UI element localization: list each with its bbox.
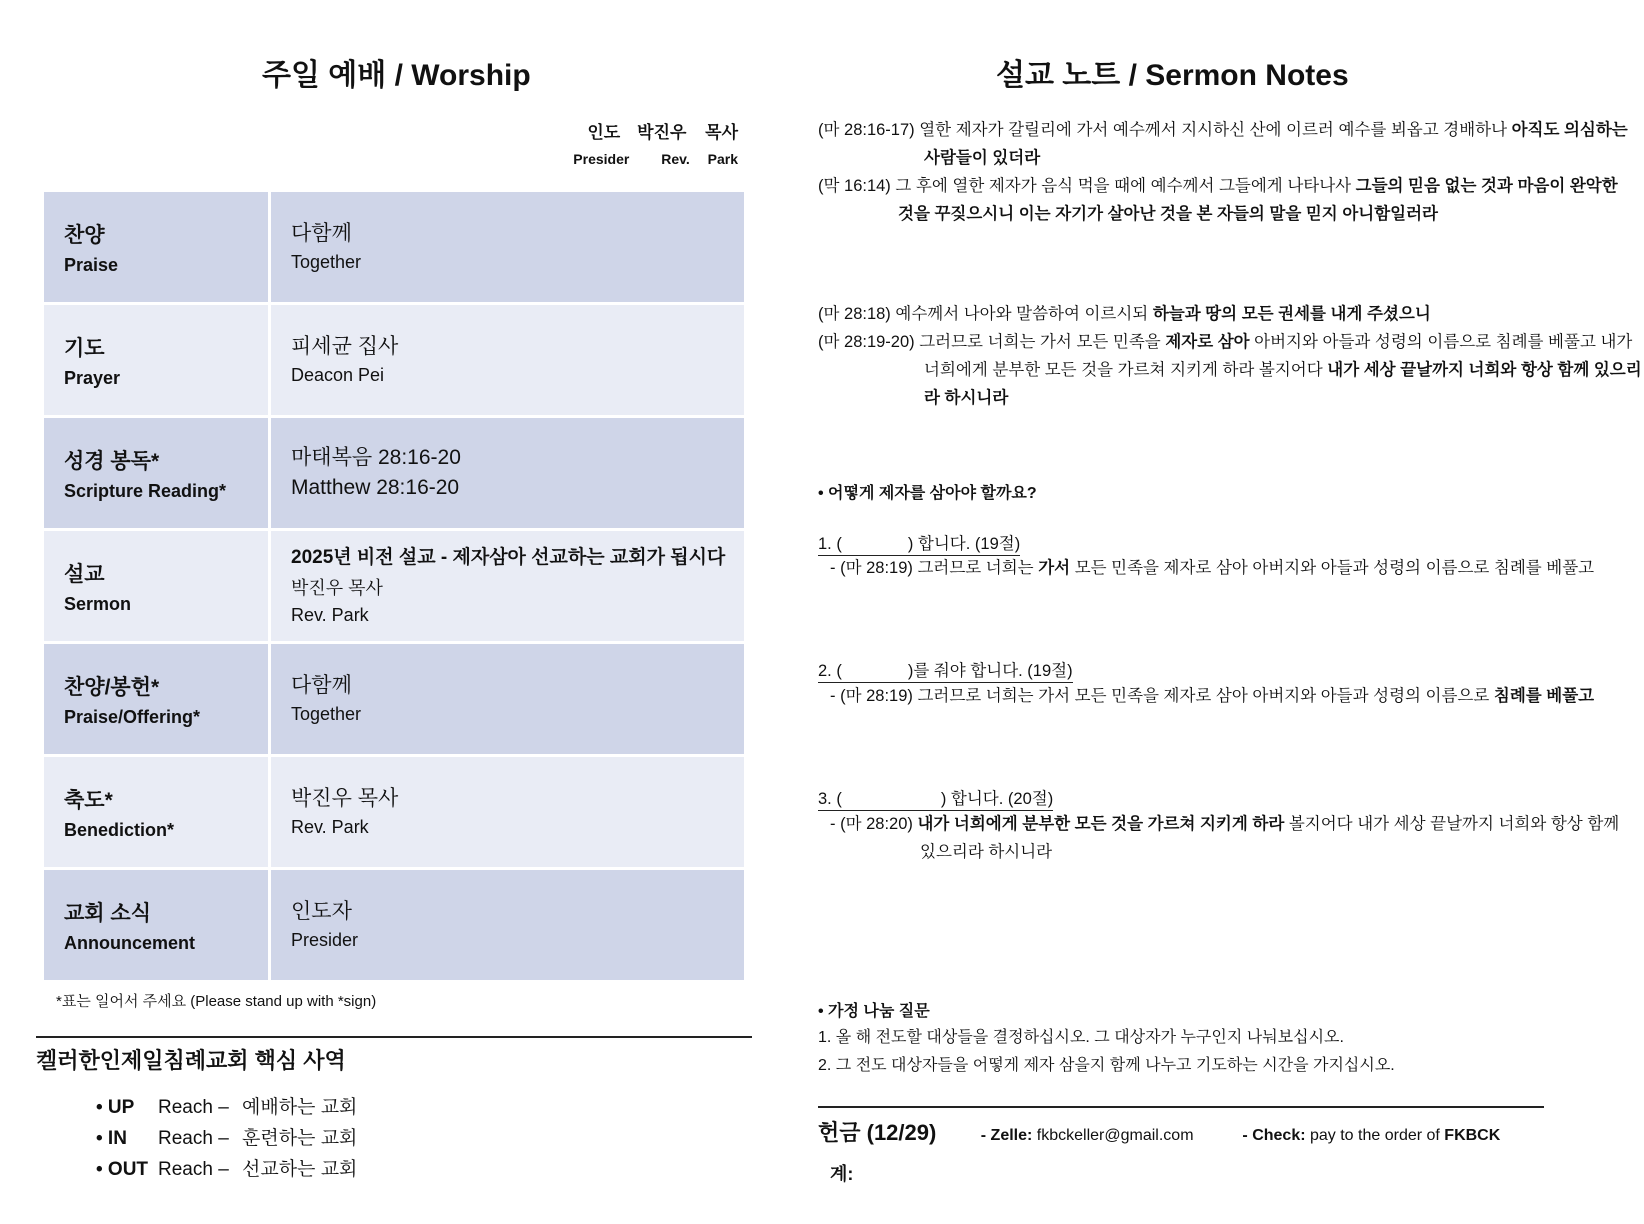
point-3-verse	[830, 810, 1628, 866]
stand-up-note: *표는 일어서 주세요 (Please stand up with *sign)	[56, 993, 377, 1010]
verse-text: 모든 민족을 제자로 삼아 아버지와 아들과 성령의 이름으로 침례를 베풀고	[1070, 559, 1595, 577]
row-label-en: Praise/Offering*	[64, 706, 201, 727]
check-value: pay to the order of	[1305, 1127, 1445, 1144]
worship-title: 주일 예배 / Worship	[262, 59, 531, 92]
row-value-en: Matthew 28:16-20	[291, 476, 460, 499]
verse-bold: 아직도 의심하는 사람들이 있더라	[924, 121, 1628, 167]
verse-mk-16-14	[818, 172, 1618, 228]
verse-text: - (마 28:19) 그러므로 너희는 가서 모든 민족을 제자로 삼아 아버지와 아들과 성령의 이름으로	[830, 687, 1494, 705]
point-1-heading: 1. ( ) 합니다. (19절)	[818, 530, 1020, 556]
verse-text: 예수께서 나아와 말씀하여 이르시되	[890, 305, 1153, 323]
verse-ref: (마 28:19-20)	[818, 333, 915, 351]
row-label-en: Scripture Reading*	[64, 480, 227, 501]
verse-text: 열한 제자가 갈릴리에 가서 예수께서 지시하신 산에 이르러 예수를 뵈옵고 경배하나	[914, 121, 1512, 139]
table-row	[44, 418, 744, 531]
offering-total-label: 계:	[830, 1164, 854, 1184]
check-label: - Check:	[1242, 1127, 1306, 1144]
zelle-value: fkbckeller@gmail.com	[1032, 1127, 1194, 1144]
row-label-ko: 찬양	[64, 223, 105, 247]
discipleship-question: • 어떻게 제자를 삼아야 할까요?	[818, 485, 1037, 502]
offering-title: 헌금 (12/29)	[818, 1120, 937, 1145]
row-label-ko: 축도*	[64, 788, 113, 812]
right-divider	[818, 1106, 1544, 1108]
presider-block	[573, 118, 738, 169]
point-2-heading: 2. ( )를 줘야 합니다. (19절)	[818, 657, 1073, 683]
sermon-notes-title: 설교 노트 / Sermon Notes	[996, 59, 1349, 92]
row-value-en: Deacon Pei	[291, 364, 385, 385]
row-label-ko: 찬양/봉헌*	[64, 675, 160, 699]
table-row	[44, 531, 744, 644]
ministry-desc: 훈련하는 교회	[242, 1128, 358, 1149]
family-question-1: 1. 올 해 전도할 대상들을 결정하십시오. 그 대상자가 누구인지 나눠보십시오.	[818, 1029, 1344, 1046]
verse-text: 그러므로 너희는 가서 모든 민족을	[914, 333, 1166, 351]
row-value-en: Rev. Park	[291, 816, 369, 837]
ministry-reach: Reach –	[158, 1097, 229, 1118]
zelle-label: - Zelle:	[980, 1127, 1033, 1144]
verse-mt-28-19	[818, 328, 1644, 412]
verse-text: 아버지와 아들과 성령의 이름으로 침례를 베풀고 내가 너희에게 분부한 모든 것을 가르쳐 지키게 하라 볼지어다	[924, 333, 1633, 379]
row-value-ko: 마태복음 28:16-20	[291, 446, 461, 469]
verse-text: - (마 28:19) 그러므로 너희는	[830, 559, 1039, 577]
verse-bold: 제자로 삼아	[1165, 333, 1250, 351]
offering-line	[818, 1116, 1558, 1147]
ministry-title: 켈러한인제일침례교회 핵심 사역	[36, 1048, 346, 1073]
table-row	[44, 757, 744, 870]
row-label-ko: 성경 봉독*	[64, 449, 160, 473]
ministry-tag: • UP	[96, 1097, 135, 1118]
verse-bold: 가서	[1038, 559, 1071, 577]
ministry-item	[96, 1092, 357, 1119]
family-question-2: 2. 그 전도 대상자들을 어떻게 제자 삼을지 함께 나누고 기도하는 시간을 가지십시오.	[818, 1057, 1395, 1074]
row-label-en: Praise	[64, 254, 119, 275]
row-value-en: Together	[291, 703, 362, 724]
point-3-heading: 3. ( ) 합니다. (20절)	[818, 785, 1053, 811]
row-label-en: Prayer	[64, 367, 121, 388]
table-row	[44, 870, 744, 983]
family-question-heading: • 가정 나눔 질문	[818, 1003, 930, 1020]
table-row	[44, 192, 744, 305]
verse-bold: 내가 너희에게 분부한 모든 것을 가르쳐 지키게 하라	[917, 815, 1285, 833]
row-label-ko: 기도	[64, 336, 105, 360]
row-value-ko: 박진우 목사	[291, 786, 399, 810]
presider-ko: 인도 박진우 목사	[587, 123, 738, 142]
row-value-ko: 박진우 목사	[291, 577, 383, 598]
ministry-reach: Reach –	[158, 1159, 229, 1180]
verse-bold: 침례를 베풀고	[1493, 687, 1595, 705]
verse-ref: (마 28:16-17)	[818, 121, 915, 139]
left-divider	[36, 1036, 752, 1038]
ministry-item	[96, 1123, 357, 1150]
presider-en: Presider Rev. Park	[573, 151, 738, 167]
row-value-en: Presider	[291, 929, 359, 950]
row-value-ko: 피세균 집사	[291, 334, 399, 358]
ministry-desc: 예배하는 교회	[242, 1097, 358, 1118]
verse-mt-28-16	[818, 116, 1644, 172]
ministry-tag: • IN	[96, 1128, 127, 1149]
row-label-en: Benediction*	[64, 819, 175, 840]
row-value-en: Rev. Park	[291, 604, 369, 625]
verse-text: 볼지어다 내가 세상 끝날까지 너희와 항상 함께 있으리라 하시니라	[920, 815, 1620, 861]
table-row	[44, 305, 744, 418]
row-label-en: Sermon	[64, 593, 132, 614]
verse-text: 그 후에 열한 제자가 음식 먹을 때에 예수께서 그들에게 나타나사	[890, 177, 1356, 195]
verse-ref: (막 16:14)	[818, 177, 891, 195]
ministry-desc: 선교하는 교회	[242, 1159, 358, 1180]
verse-text: - (마 28:20)	[830, 815, 918, 833]
verse-bold: 그들의 믿음 없는 것과 마음이 완악한 것을 꾸짖으시니 이는 자기가 살아난 것을 본 자들의 말을 믿지 아니함일러라	[898, 177, 1618, 223]
point-1-verse	[830, 554, 1628, 582]
verse-bold: 하늘과 땅의 모든 권세를 내게 주셨으니	[1152, 305, 1431, 323]
table-row	[44, 644, 744, 757]
ministry-item	[96, 1154, 357, 1181]
row-value-ko: 다함께	[291, 673, 352, 697]
row-label-ko: 교회 소식	[64, 901, 151, 925]
ministry-tag: • OUT	[96, 1159, 149, 1180]
verse-mt-28-18	[818, 300, 1618, 328]
row-value-ko: 인도자	[291, 899, 352, 923]
verse-bold: 내가 세상 끝날까지 너희와 항상 함께 있으리라 하시니라	[924, 361, 1642, 407]
sermon-title: 2025년 비전 설교 - 제자삼아 선교하는 교회가 됩시다	[291, 546, 726, 568]
row-label-en: Announcement	[64, 932, 196, 953]
ministry-reach: Reach –	[158, 1128, 229, 1149]
row-value-en: Together	[291, 251, 362, 272]
order-of-worship-table	[44, 192, 744, 983]
row-value-ko: 다함께	[291, 221, 352, 245]
row-label-ko: 설교	[64, 562, 105, 586]
point-2-verse	[830, 682, 1628, 710]
check-payee: FKBCK	[1444, 1127, 1501, 1144]
verse-ref: (마 28:18)	[818, 305, 891, 323]
